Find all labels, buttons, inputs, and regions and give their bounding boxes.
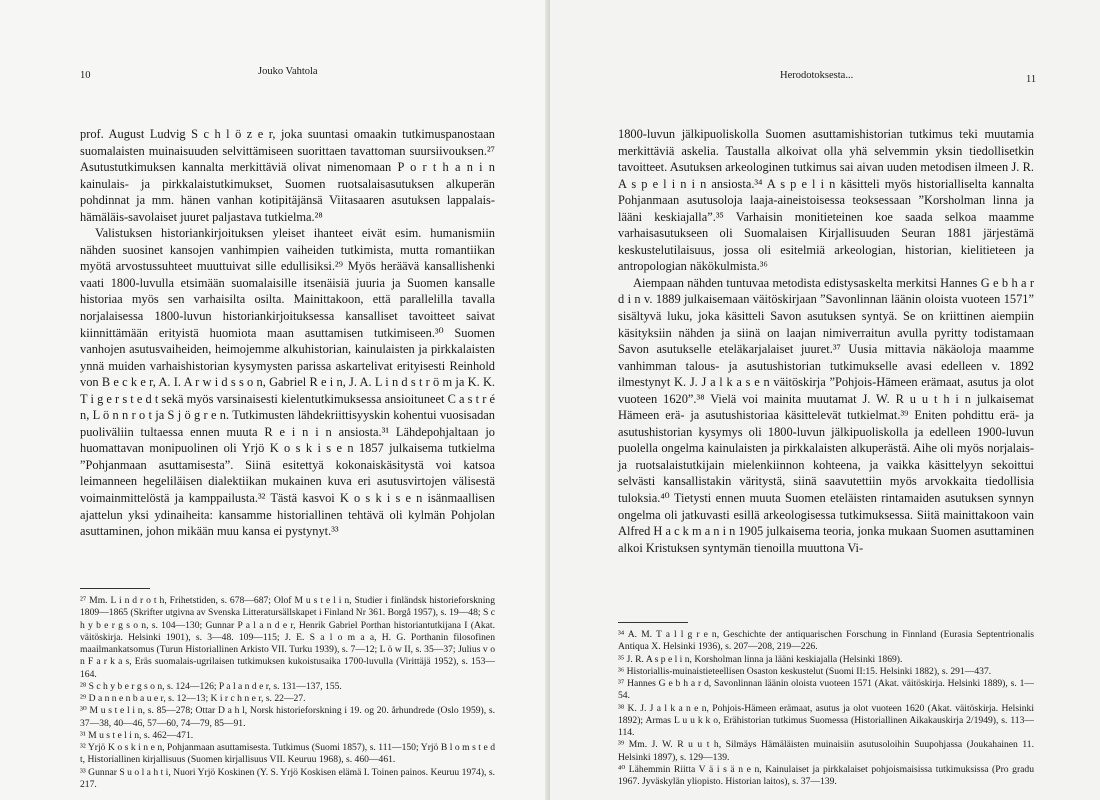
- footnote-rule: [80, 588, 150, 589]
- footnote: ³⁵ J. R. A s p e l i n, Korsholman linna ja lääni keskiajalla (Helsinki 1869).: [618, 653, 903, 665]
- page-number: 10: [80, 70, 91, 81]
- footnote: ³² Yrjö K o s k i n e n, Pohjanmaan asuttamisesta. Tutkimus (Suomi 1857), s. 111—150; Yrjö B l o m s t e d t, Historiallinen kirjallisuus (Suomen kirjallisuus VII. Keuruu 1968), s. 460—461.: [80, 742, 495, 766]
- footnote: ²⁷ Mm. L i n d r o t h, Frihetstiden, s. 678—687; Olof M u s t e l i n, Studier i finländsk historieforskning 1809—1865 (Skrifter utgivna av Svenska Litteratursällskapet i Finland Nr 361. Borgå 1957), s. 19—48; S c h y b e r g s o n, s. 104—130; Gunnar P a l a n d e r, Henrik Gabriel Porthan historiantutkijana I (Akat. väitöskirja. Helsinki 1901), s. 3—48. 109—115; J. E. S a l o m a a, H. G. Porthanin filosofinen maailmankatsomus (Turun Historiallinen Arkisto VII. Turku 1939), s. 7—12; L ö w II, s. 35—37; Julius v o n F a r k a s, Eräs suomalais-ugrilaisen tutkimuksen kukoistusaika 1700-luvulla (Virittäjä 1952), s. 153—164.: [80, 595, 495, 680]
- footnote: ³³ Gunnar S u o l a h t i, Nuori Yrjö Koskinen (Y. S. Yrjö Koskisen elämä I. Toinen painos. Keuruu 1974), s. 217.: [80, 766, 495, 790]
- running-head: Jouko Vahtola: [258, 66, 318, 77]
- running-head: Herodotoksesta...: [780, 70, 854, 81]
- footnote-rule: [618, 622, 688, 623]
- footnotes: [618, 629, 1034, 788]
- paragraph: 1800-luvun jälkipuoliskolla Suomen asuttamishistorian tutkimus teki muutamia merkittäviä askelia. Taustalla alkoivat olla yhä selvemmin yksin tiedollisetkin tavoitteet. Asutuksen arkeologinen tutkimus sai aivan uuden metodisen ilmeen J. R. A s p e l i n i n ansiosta.³⁴ A s p e l i n käsitteli myös historialliselta kannalta Pohjanmaan asutusoloja laaja-aineistoisessa teoksessaan ”Korsholman linna ja lääni keskiajalla”.³⁵ Varhaisin monitieteinen koe saada selkoa maamme varhaisasutukseen oli Suomalaisen Kirjallisuuden Seuran 1881 järjestämä keskustelutilaisuus, jossa oli esitelmiä arkeologian, historian, kielitieteen ja antropologian näkökulmista.³⁶: [618, 127, 1034, 274]
- footnote: ³⁹ Mm. J. W. R u u t h, Silmäys Hämäläisten muinaisiin asutusoloihin Suupohjassa (Joukahainen 11. Helsinki 1897), s. 129—139.: [618, 739, 1034, 763]
- footnote: ³⁶ Historiallis-muinaistieteellisen Osaston keskustelut (Suomi II:15. Helsinki 1882), s. 291—437.: [618, 665, 992, 677]
- paragraph: prof. August Ludvig S c h l ö z e r, joka suuntasi omaakin tutkimuspanostaan suomalaisten muinaisuuden selvittämiseen suorittaen tavattoman suursiivouksen.²⁷ Asutustutkimuksen kannalta merkittäviä olivat nimenomaan P o r t h a n i n kainulais- ja pirkkalaistutkimukset, Suomen ruotsalaisasutuksen alkuperän pohdinnat ja mm. hänen vanhan kotipitäjänsä Viitasaaren asutuksen lappalais-hämäläis-savolaiset juuret paljastava tutkielma.²⁸: [80, 127, 495, 224]
- footnote: ²⁹ D a n n e n b a u e r, s. 12—13; K i r c h n e r, s. 22—27.: [80, 693, 306, 704]
- footnote: ⁴⁰ Lähemmin Riitta V ä i s ä n e n, Kainulaiset ja pirkkalaiset pohjoismaisissa tutkimuksissa (Pro gradu 1967. Jyväskylän yliopisto. Historian laitos), s. 37—139.: [618, 763, 1034, 787]
- footnote: ²⁸ S c h y b e r g s o n, s. 124—126; P a l a n d e r, s. 131—137, 155.: [80, 680, 342, 692]
- footnotes: [80, 595, 495, 791]
- footnote: ³⁷ Hannes G e b h a r d, Savonlinnan läänin oloista vuoteen 1571 (Akat. väitöskirja. Helsinki 1889), s. 1—54.: [618, 678, 1034, 702]
- paragraph: Aiempaan nähden tuntuvaa metodista edistysaskelta merkitsi Hannes G e b h a r d i n v. 1889 julkaisemaan väitöskirjaan ”Savonlinnan läänin oloista vuoteen 1571” sisältyvä luku, joka käsitteli Savon asutuksen syntyä. Se on kriittinen aiempiin käsityksiin nähden ja siinä on laajan nimiverraitun avulla pyritty todistamaan Savon asutukselle eteläkarjalaiset juuret.³⁷ Uusia mittavia näkäoloja maamme vanhimman talous- ja asutushistorian tutkimukselle avasi edelleen v. 1892 ilmestynyt K. J. J a l k a s e n väitöskirja ”Pohjois-Hämeen erämaat, asutus ja olot vuoteen 1620”.³⁸ Vielä voi mainita muutamat J. W. R u u t h i n julkaisemat Hämeen erä- ja asutushistoriaa käsittelevät tutkielmat.³⁹ Eniten pohdittu erä- ja asutushistorian kysymys oli 1800-luvun jälkipuoliskolla ja edelleen 1900-luvun puolella ongelma kainulaisten ja pirkkalaisten alkuperästä. Aihe oli myös norjalais- ja ruotsalaistutkijain mielenkiinnon kohteena, ja vaikka käsittelyyn sekoittui selvästi kansallistakin väritystä, siinä saavutettiin myös arvokkaita tiedollisia tuloksia.⁴⁰ Tietysti ennen muuta Suomen eteläisten rintamaiden asutuksen synnyn ongelma oli jatkuvasti esillä arkeologisessa tutkimuksessa. Siitä mainittakoon vain Alfred H a c k m a n i n 1905 julkaisema teoria, jonka mukaan Suomen asuttaminen alkoi Kristuksen syntymän tienoilla muuttona Vi-: [618, 275, 1035, 555]
- page-number: 11: [1026, 74, 1037, 85]
- footnote: ³⁰ M u s t e l i n, s. 85—278; Ottar D a h l, Norsk historieforskning i 19. og 20. århundrede (Oslo 1959), s. 37—38, 40—46, 57—60, 74—79, 85—91.: [80, 705, 495, 729]
- footnote: ³⁸ K. J. J a l k a n e n, Pohjois-Hämeen erämaat, asutus ja olot vuoteen 1620 (Akat. väitöskirja. Helsinki 1892); Armas L u u k k o, Erähistorian tutkimus Suomessa (Historiallinen Aikakauskirja 2/1949), s. 113—114.: [618, 702, 1034, 738]
- footnote: ³⁴ A. M. T a l l g r e n, Geschichte der antiquarischen Forschung in Finnland (Eurasia Septentrionalis Antiqua X. Helsinki 1936), s. 207—208, 219—226.: [618, 629, 1034, 653]
- body-text: [618, 126, 1034, 556]
- footnote: ³¹ M u s t e l i n, s. 462—471.: [80, 729, 194, 741]
- paragraph: Valistuksen historiankirjoituksen yleiset ihanteet eivät esim. humanismiin nähden suosinet kansojen vanhimpien vaiheiden tutkimista, mutta romantiikan myötä arvostussuhteet muuttuivat sille edullisiksi.²⁹ Myös heräävä kansallishenki vaati 1800-luvulla etsimään suomalaisille itsenäisiä juuria ja Suomen kansalle historiaa myös sen varhaisilta osilta. Mainittakoon, että parallelilla tavalla norjalaisessa 1800-luvun historiankirjoituksessa kansalliset tavoitteet saivat kiinnittämään erityistä huomiota maan asuttamisen tutkimiseen.³⁰ Suomen vanhojen asutusvaiheiden, heimojemme alkuhistorian, kainulaisten ja pirkkalaisten ynnä muiden varhaishistorian kysymysten parissa askartelivat erityisesti Reinhold von B e c k e r, A. I. A r w i d s s o n, Gabriel R e i n, J. A. L i n d s t r ö m ja K. K. T i g e r s t e d t sekä myös varsinaisesti kielentutkimuksessa ansioituneet C a s t r é n, L ö n n r o t ja S j ö g r e n. Tutkimusten lähdekriittisyyskin kohentui vuosisadan puoliväliin tultaessa ennen muuta R e i n i n ansiosta.³¹ Lähdepohjaltaan jo huomattavan monipuolinen oli Yrjö K o s k i s e n 1857 julkaisema tutkielma ”Pohjanmaan asuttamisesta”. Siinä esitettyä kokonaiskäsitystä voi katsoa leimanneen hegeliläisen dialektiikan mukainen kuva eri asutusvirtojen välisestä voimainmittelöstä ja kamppailusta.³² Tästä kasvoi K o s k i s e n isänmaallisen ajattelun yksi ydinaiheita: kansamme historiallinen tehtävä oli kylmän Pohjolan asuttaminen, johon mikään muu kansa ei pystynyt.³³: [80, 226, 495, 539]
- right-page: [550, 0, 1100, 800]
- body-text: [80, 126, 495, 540]
